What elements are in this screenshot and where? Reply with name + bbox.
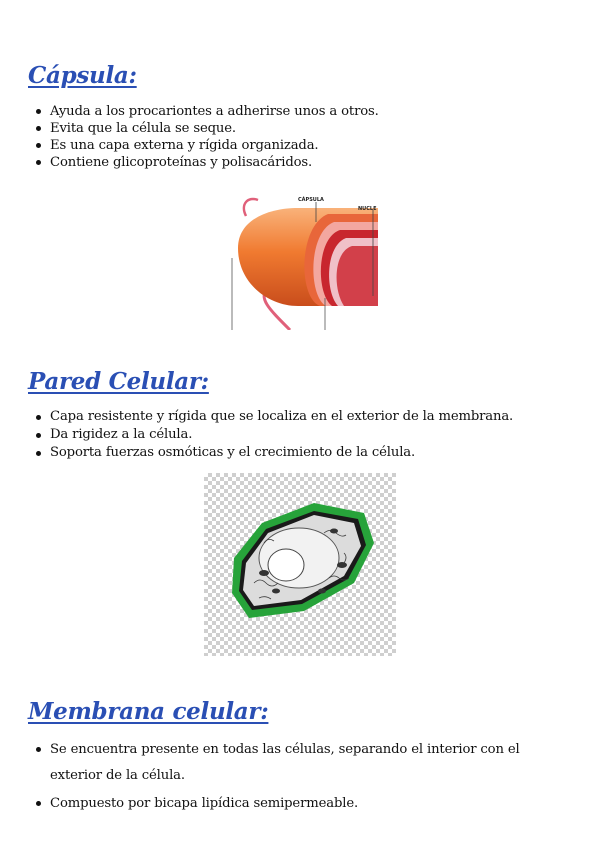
list-item: Evita que la célula se seque. [34, 120, 379, 137]
pared-celular-list [34, 408, 513, 462]
list-item: Se encuentra presente en todas las células, separando el interior con el exterior de la célula. [34, 737, 574, 789]
capsula-list [34, 103, 379, 171]
list-item: Capa resistente y rígida que se localiza en el exterior de la membrana. [34, 408, 513, 426]
capsula-heading: Cápsula: [28, 62, 137, 89]
membrana-celular-heading: Membrana celular: [28, 698, 269, 725]
list-item: Ayuda a los procariontes a adherirse unos a otros. [34, 103, 379, 120]
list-item: Soporta fuerzas osmóticas y el crecimiento de la célula. [34, 444, 513, 462]
list-item: Compuesto por bicapa lipídica semipermeable. [34, 791, 574, 817]
list-item: Contiene glicoproteínas y polisacáridos. [34, 154, 379, 171]
pared-celular-heading: Pared Celular: [28, 368, 209, 395]
nucleo-label: NUCLE [358, 206, 377, 212]
plant-cell-wall-illustration [204, 473, 396, 656]
list-item: Es una capa externa y rígida organizada. [34, 137, 379, 154]
list-item: Da rigidez a la célula. [34, 426, 513, 444]
capsula-label: CÁPSULA [298, 197, 324, 203]
bacterium-capsule-illustration [228, 188, 378, 330]
membrana-celular-list [34, 737, 574, 819]
